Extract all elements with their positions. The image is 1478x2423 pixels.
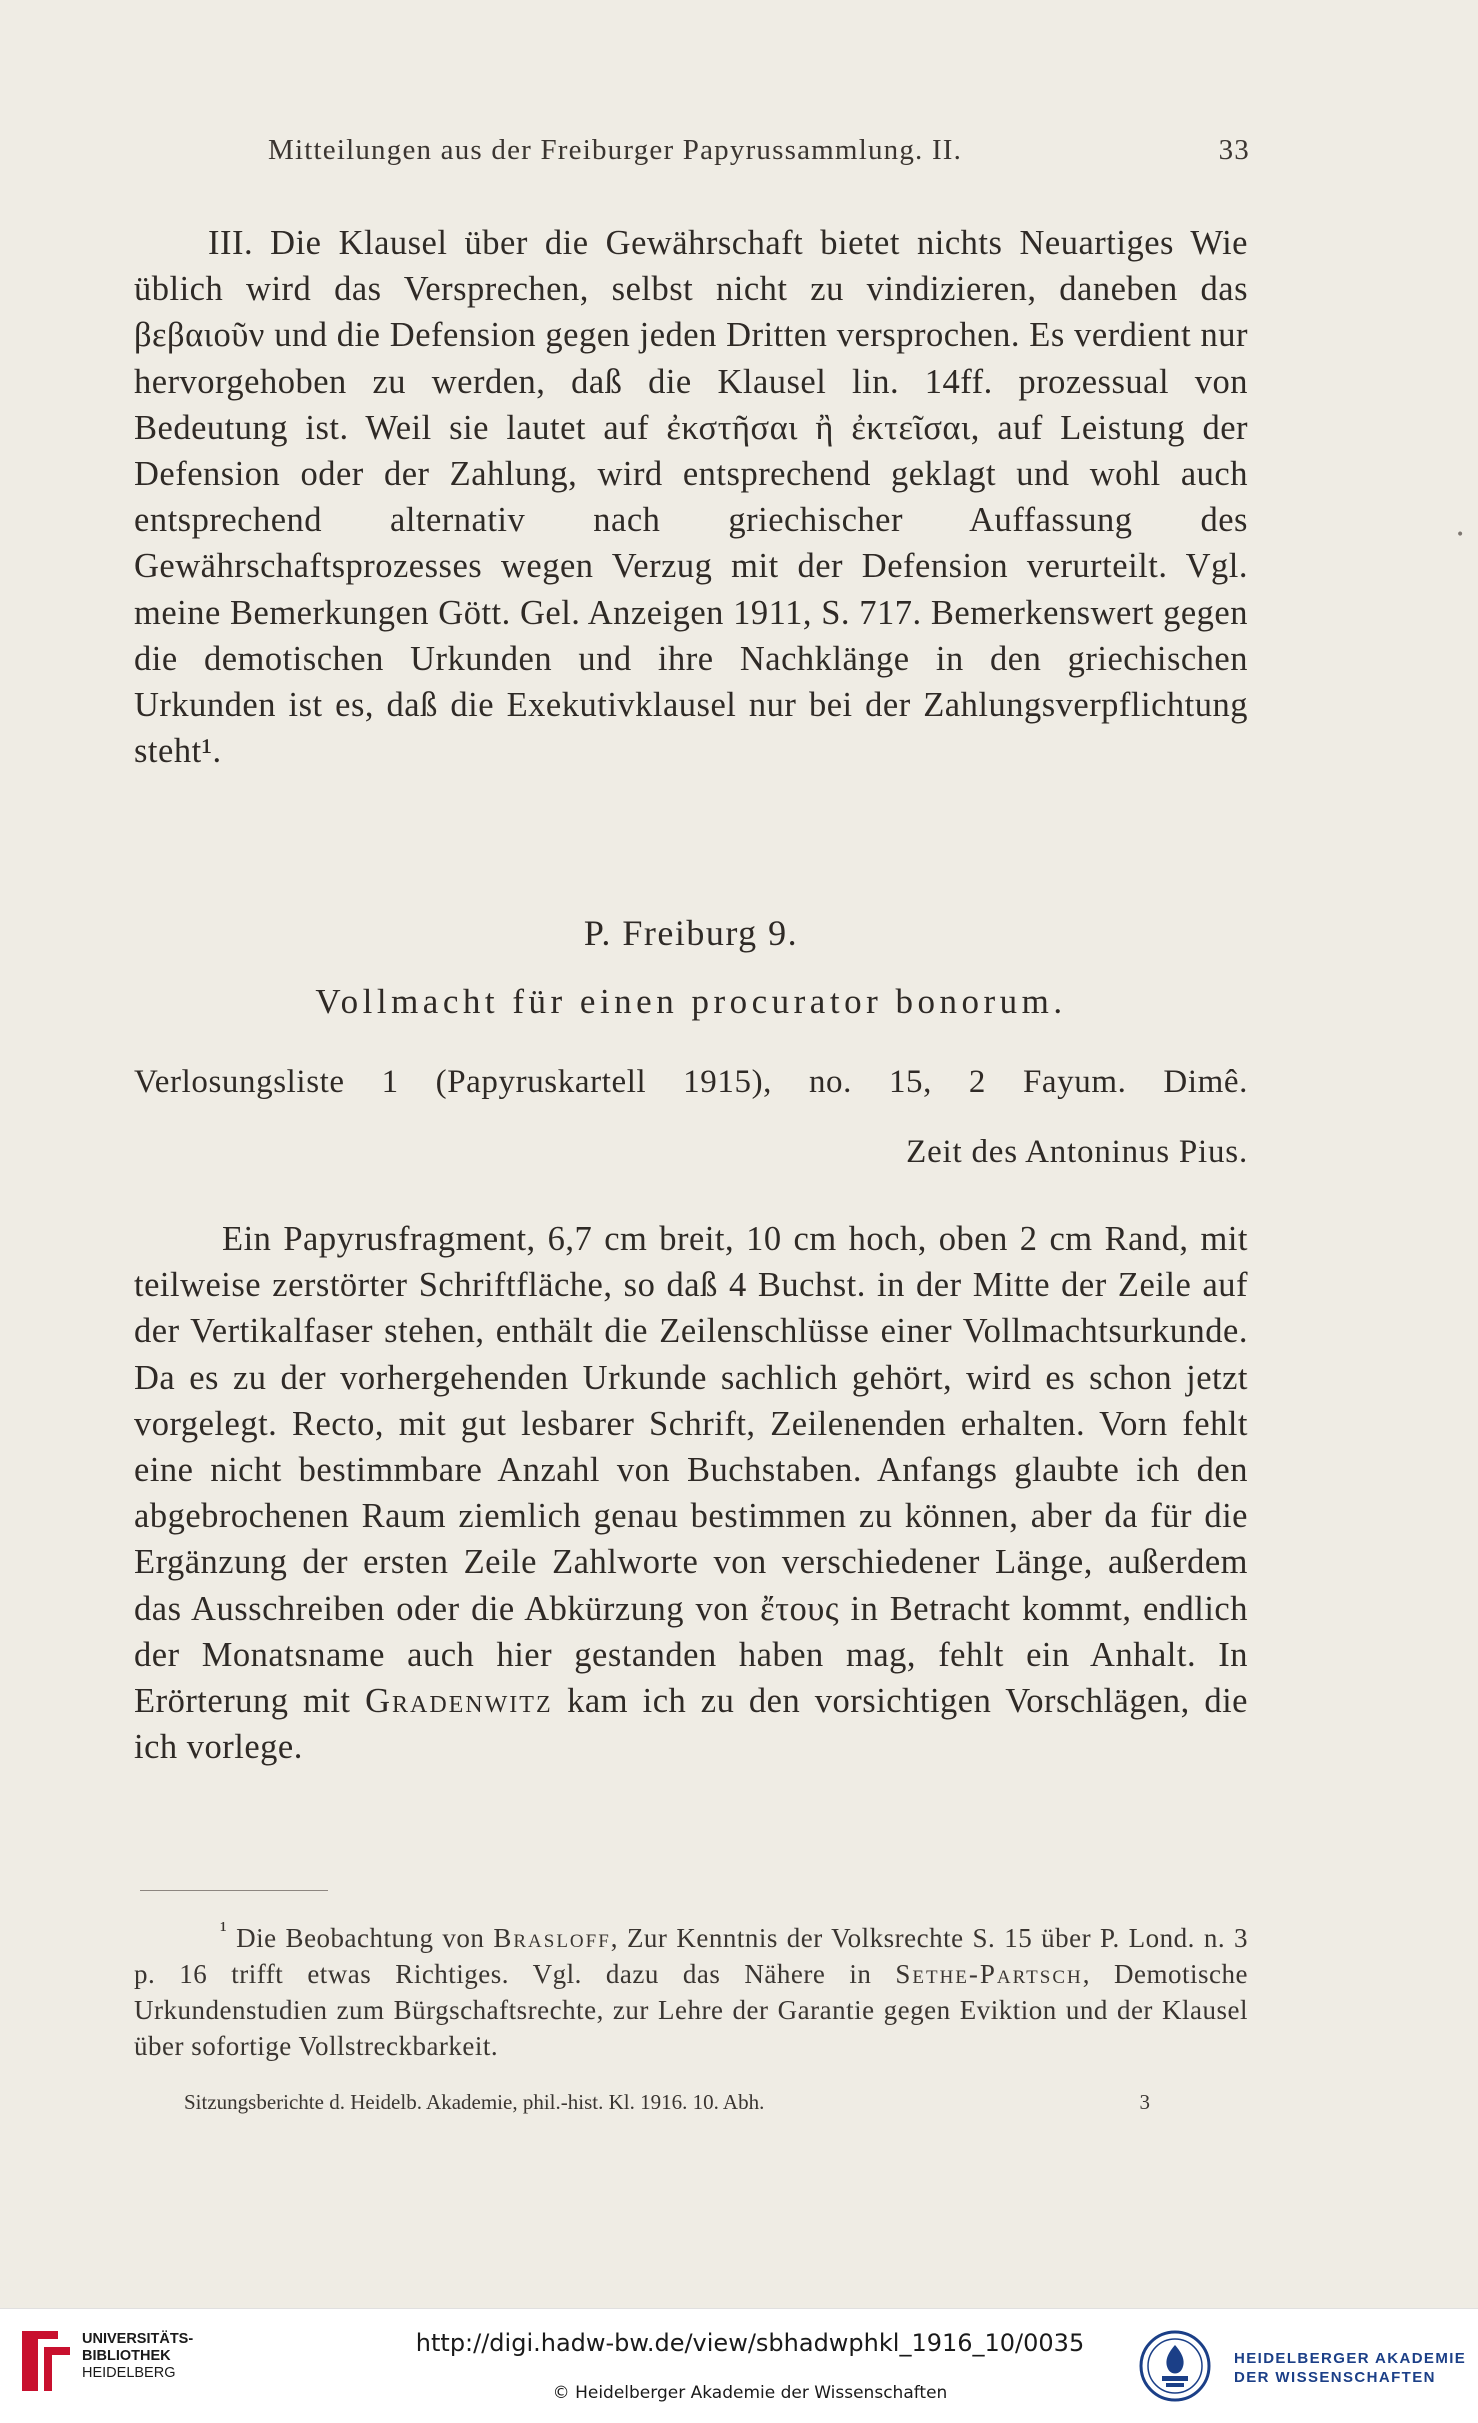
document-subtitle: Vollmacht für einen procurator bonorum. <box>315 982 1067 1021</box>
paragraph-description <box>134 1216 1248 1770</box>
author-name-gradenwitz: Gradenwitz <box>365 1682 553 1721</box>
academy-seal-icon[interactable] <box>1138 2329 1212 2403</box>
permalink-url[interactable]: http://digi.hadw-bw.de/view/sbhadwphkl_1916_10/0035 <box>415 2329 1085 2357</box>
viewer-footer <box>0 2308 1478 2423</box>
footnote-marker: ¹ <box>220 1917 228 1942</box>
ub-line-1: UNIVERSITÄTS- <box>82 2331 194 2347</box>
hadw-line-1: HEIDELBERGER AKADEMIE <box>1234 2350 1467 2367</box>
imprint-line <box>184 2090 1164 2124</box>
hadw-line-2: DER WISSENSCHAFTEN <box>1234 2369 1436 2386</box>
footnote-rule <box>140 1890 328 1891</box>
paragraph-gewaehrschaft: III. Die Klausel über die Gewährschaft bietet nichts Neuartiges Wie üblich wird das Versprechen, selbst nicht zu vindizieren, daneben das βεβαιοῦν und die Defension gegen jeden Dritten versprochen. Es verdient nur hervorgehoben zu werden, daß die Klausel lin. 14ff. prozessual von Bedeutung ist. Weil sie lautet auf ἐκστῆσαι ἢ ἐκτεῖσαι, auf Leistung der Defension oder der Zahlung, wird entsprechend geklagt und wohl auch entsprechend alternativ nach griechischer Auffassung des Gewährschaftsprozesses wegen Verzug mit der Defension verurteilt. Vgl. meine Bemerkungen Gött. Gel. Anzeigen 1911, S. 717. Bemerkenswert gegen die demotischen Urkunden und ihre Nachklänge in den griechischen Urkunden ist es, daß die Exekutivklausel nur bei der Zahlungsverpflichtung steht¹. <box>134 224 1248 771</box>
footnote-text-2: , Zur Kenntnis der Volksrechte S. 15 über P. Lond. n. 3 p. 16 trifft etwas Richtiges. Vgl. dazu das Nähere in <box>134 1923 1248 1989</box>
ub-line-3: HEIDELBERG <box>82 2365 176 2381</box>
copyright-notice: © Heidelberger Akademie der Wissenschaften <box>552 2383 948 2403</box>
academy-name <box>1234 2349 1466 2387</box>
paragraph-description-end: kam ich zu den vorsichtigen Vorschlägen, die ich vorlege. <box>134 1682 1248 1767</box>
author-name-brasloff: Brasloff <box>493 1923 611 1953</box>
running-head <box>268 134 1268 174</box>
paragraph-description-text: Ein Papyrusfragment, 6,7 cm breit, 10 cm hoch, oben 2 cm Rand, mit teilweise zerstörter Schriftfläche, so daß 4 Buchst. in der Mitte der Zeile auf der Vertikalfaser stehen, enthält die Zeilenschlüsse einer Vollmachtsurkunde. Da es zu der vorhergehenden Urkunde sachlich gehört, wird es schon jetzt vorgelegt. Recto, mit gut lesbarer Schrift, Zeilenenden erhalten. Vorn fehlt eine nicht bestimmbare Anzahl von Buchstaben. Anfangs glaubte ich den abgebrochenen Raum ziemlich genau bestimmen zu können, aber da für die Ergänzung der ersten Zeile Zahlworte von verschiedener Länge, außerdem das Ausschreiben oder die Abkürzung von ἔτους in Betracht kommt, endlich der Monatsname auch hier gestanden haben mag, fehlt ein Anhalt. In Erörterung mit <box>134 1220 1248 1721</box>
date-line: Zeit des Antoninus Pius. <box>906 1134 1248 1170</box>
page-number: 33 <box>1218 134 1250 166</box>
running-title: Mitteilungen aus der Freiburger Papyrussammlung. II. <box>268 134 963 166</box>
footnote-text-1: Die Beobachtung von <box>227 1923 494 1953</box>
imprint-sheet-number: 3 <box>1139 2090 1150 2114</box>
footnote <box>134 1912 1248 2064</box>
author-name-sethe-partsch: Sethe-Partsch <box>895 1959 1083 1989</box>
imprint-series: Sitzungsberichte d. Heidelb. Akademie, phil.-hist. Kl. 1916. 10. Abh. <box>184 2090 765 2114</box>
footnote-text-3: , Demotische Urkundenstudien zum Bürgschaftsrechte, zur Lehre der Garantie gegen Eviktion und der Klausel über sofortige Vollstreckbarkeit. <box>134 1959 1248 2061</box>
margin-mark: • <box>1456 527 1465 543</box>
university-library-name <box>82 2331 193 2382</box>
source-line: Verlosungsliste 1 (Papyruskartell 1915), no. 15, 2 Fayum. Dimê. <box>134 1064 1248 1100</box>
document-title: P. Freiburg 9. <box>583 913 799 953</box>
ub-line-2: BIBLIOTHEK <box>82 2348 171 2364</box>
